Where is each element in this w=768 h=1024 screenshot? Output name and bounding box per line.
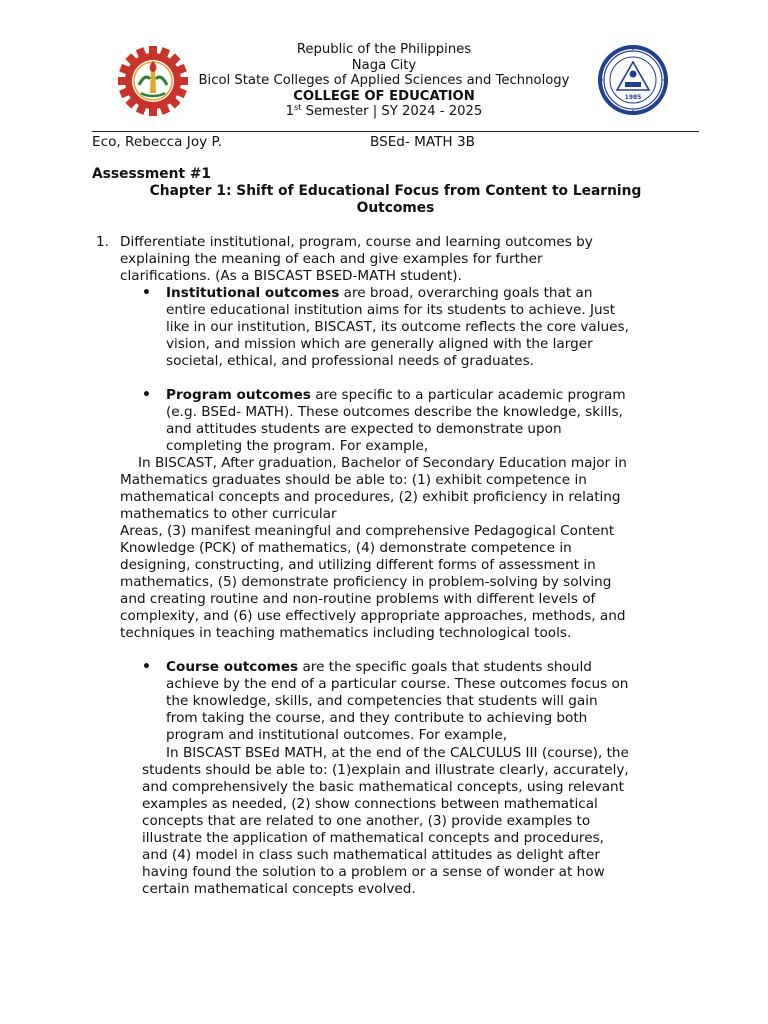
bullet-icon: •: [142, 659, 151, 675]
program-line: (e.g. BSEd- MATH). These outcomes describe the knowledge, skills,: [166, 404, 623, 420]
course-example-line: having found the solution to a problem or a sense of wonder at how: [142, 864, 605, 880]
course-example-line: illustrate the application of mathematical concepts and procedures,: [142, 830, 604, 846]
question-line: Differentiate institutional, program, course and learning outcomes by: [120, 234, 593, 250]
institutional-line: entire educational institution aims for its students to achieve. Just: [166, 302, 616, 318]
header-divider: [92, 131, 699, 132]
institutional-line: vision, and mission which are generally aligned with the larger: [166, 336, 593, 352]
course-example-line: and (4) model in class such mathematical attitudes as delight after: [142, 847, 600, 863]
question-text: [120, 234, 680, 285]
chapter-title-line-1: Chapter 1: Shift of Educational Focus from Content to Learning: [149, 183, 642, 199]
bullet-institutional-text: [166, 285, 702, 370]
course-line: achieve by the end of a particular course. These outcomes focus on: [166, 676, 629, 692]
bullet-course-text: [166, 659, 702, 744]
question-line: explaining the meaning of each and give examples for further: [120, 251, 543, 267]
program-example-line: techniques in teaching mathematics including technological tools.: [120, 625, 572, 641]
course-line: from taking the course, and they contribute to achieving both: [166, 710, 588, 726]
program-term: Program outcomes: [166, 387, 311, 403]
semester-number: 1: [285, 104, 295, 119]
institutional-term: Institutional outcomes: [166, 285, 340, 301]
program-example-line: and creating routine and non-routine problems with different levels of: [120, 591, 596, 607]
institutional-first-line: are broad, overarching goals that an: [339, 285, 593, 301]
institutional-line: societal, ethical, and professional needs of graduates.: [166, 353, 535, 369]
program-example: [120, 455, 705, 642]
program-example-line: Areas, (3) manifest meaningful and comprehensive Pedagogical Content: [120, 523, 615, 539]
course-first-line: are the specific goals that students should: [298, 659, 592, 675]
program-example-line: mathematics, (5) demonstrate proficiency in problem-solving by solving: [120, 574, 612, 590]
header-college: COLLEGE OF EDUCATION: [293, 88, 475, 104]
chapter-title-line-2: Outcomes: [356, 200, 435, 216]
program-first-line: are specific to a particular academic program: [310, 387, 626, 403]
course-term: Course outcomes: [166, 659, 299, 675]
program-example-line: mathematics to other curricular: [120, 506, 337, 522]
course-example-line: students should be able to: (1)explain and illustrate clearly, accurately,: [142, 762, 629, 778]
student-name: Eco, Rebecca Joy P.: [92, 134, 222, 150]
document-header: [0, 42, 768, 120]
program-example-line: complexity, and (6) use effectively appropriate approaches, methods, and: [120, 608, 626, 624]
course-line: the knowledge, skills, and competencies that students will gain: [166, 693, 598, 709]
question-line: clarifications. (As a BISCAST BSED-MATH student).: [120, 268, 462, 284]
question-number: 1.: [96, 234, 109, 250]
course-example-line: and comprehensively the basic mathematical concepts, using relevant: [142, 779, 625, 795]
header-republic: Republic of the Philippines: [296, 42, 472, 57]
course-example-line: examples as needed, (2) show connections between mathematical: [142, 796, 598, 812]
course-example-line: certain mathematical concepts evolved.: [142, 881, 416, 897]
header-city: Naga City: [351, 57, 417, 73]
chapter-title: [92, 183, 699, 217]
header-institution: Bicol State Colleges of Applied Sciences and Technology: [198, 73, 570, 88]
program-example-line: Mathematics graduates should be able to: (1) exhibit competence in: [120, 472, 587, 488]
course-line: program and institutional outcomes. For example,: [166, 727, 508, 743]
program-line: completing the program. For example,: [166, 438, 429, 454]
program-example-line: Knowledge (PCK) of mathematics, (4) demonstrate competence in: [120, 540, 572, 556]
seal-year: 1985: [624, 94, 642, 101]
bullet-icon: •: [142, 285, 151, 301]
assessment-title: Assessment #1: [92, 166, 211, 182]
program-example-line: mathematical concepts and procedures, (2) exhibit proficiency in relating: [120, 489, 621, 505]
program-example-line: designing, constructing, and utilizing different forms of assessment in: [120, 557, 596, 573]
institutional-line: like in our institution, BISCAST, its outcome reflects the core values,: [166, 319, 629, 335]
bullet-program-text: [166, 387, 702, 455]
semester-suffix: st: [294, 103, 302, 112]
course-example-line: In BISCAST BSEd MATH, at the end of the CALCULUS III (course), the: [166, 745, 629, 761]
bullet-icon: •: [142, 387, 151, 403]
program-example-line: In BISCAST, After graduation, Bachelor of Secondary Education major in: [138, 455, 627, 471]
program-line: and attitudes students are expected to demonstrate upon: [166, 421, 562, 437]
course-example: [142, 745, 702, 898]
header-semester: [0, 104, 768, 120]
semester-text: Semester | SY 2024 - 2025: [301, 104, 483, 119]
student-program: BSEd- MATH 3B: [370, 134, 475, 150]
course-example-line: concepts that are related to one another, (3) provide examples to: [142, 813, 591, 829]
